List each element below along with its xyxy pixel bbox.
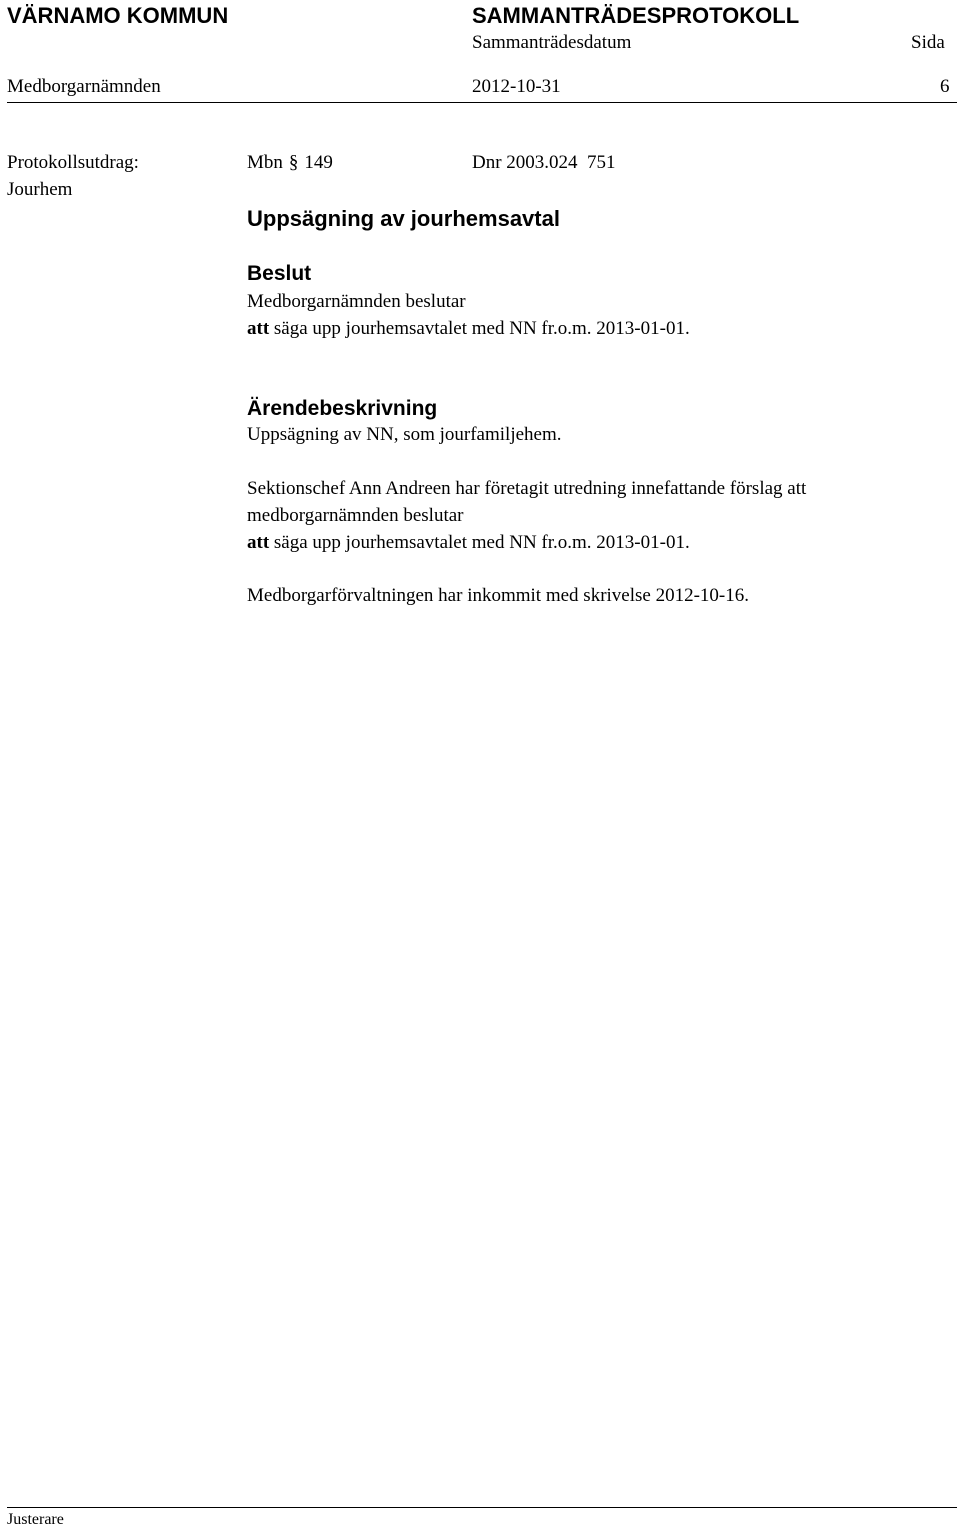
header-divider (7, 102, 957, 103)
decision-text (247, 318, 690, 340)
section-sign: § (288, 152, 299, 173)
case-prefix: Mbn (247, 152, 283, 173)
description-att: att (247, 532, 270, 553)
meeting-date-label: Sammanträdesdatum (472, 32, 632, 53)
extract-topic: Jourhem (7, 179, 73, 200)
decision-att: att (247, 318, 270, 339)
case-number: 149 (304, 152, 333, 173)
description-para2-body: säga upp jourhemsavtalet med NN fr.o.m. 2013-01-01. (269, 532, 690, 553)
committee-name: Medborgarnämnden (7, 76, 161, 97)
meeting-date: 2012-10-31 (472, 76, 561, 97)
organization-name: VÄRNAMO KOMMUN (7, 3, 229, 28)
extract-label: Protokollsutdrag: (7, 152, 139, 173)
decision-heading: Beslut (247, 262, 312, 285)
decision-intro: Medborgarnämnden beslutar (247, 291, 466, 312)
document-type: SAMMANTRÄDESPROTOKOLL (472, 3, 800, 28)
description-heading: Ärendebeskrivning (247, 397, 438, 420)
footer-label: Justerare (7, 1511, 64, 1528)
case-reference (247, 152, 333, 174)
page-label: Sida (911, 32, 945, 53)
registration-number: Dnr 2003.024 751 (472, 152, 616, 173)
footer-divider (7, 1507, 957, 1508)
description-line-1: Uppsägning av NN, som jourfamiljehem. (247, 424, 562, 445)
page-number: 6 (940, 76, 950, 97)
decision-body: säga upp jourhemsavtalet med NN fr.o.m. 2013-01-01. (269, 318, 690, 339)
description-para2-line2: medborgarnämnden beslutar (247, 505, 464, 526)
page-title: Uppsägning av jourhemsavtal (247, 206, 560, 231)
description-para2-line1: Sektionschef Ann Andreen har företagit utredning innefattande förslag att (247, 478, 807, 499)
description-line-4: Medborgarförvaltningen har inkommit med skrivelse 2012-10-16. (247, 585, 749, 606)
description-para2-line3 (247, 532, 690, 554)
